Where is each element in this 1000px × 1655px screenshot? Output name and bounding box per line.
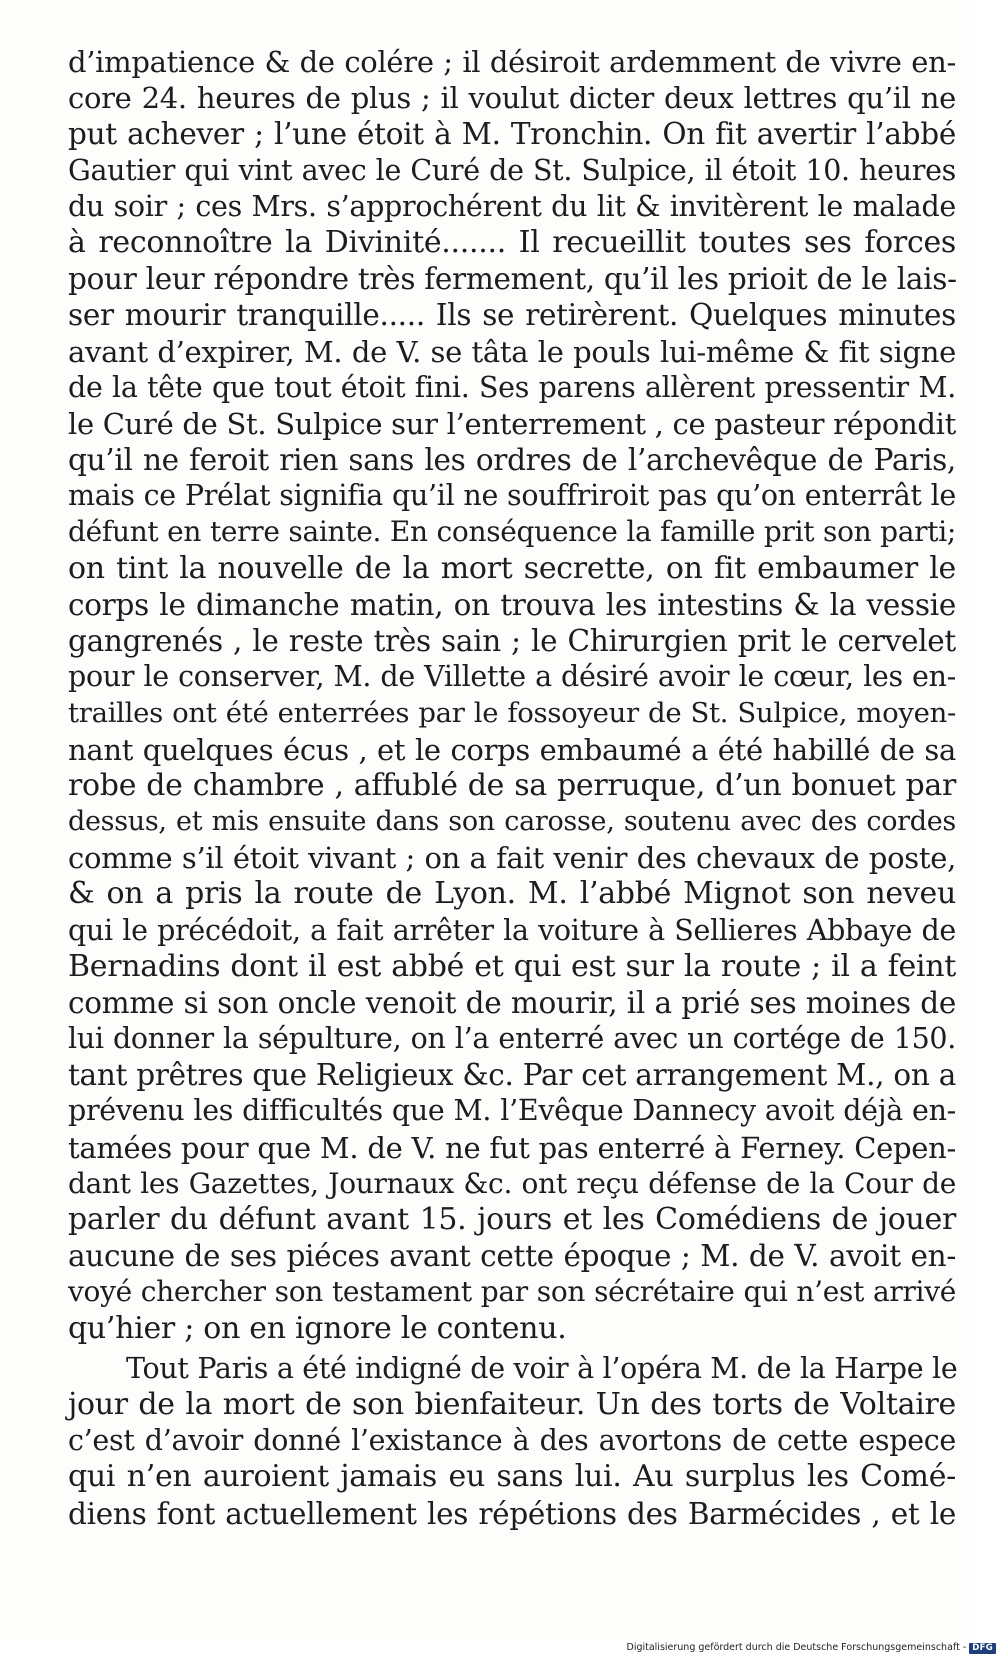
text-line: le Curé de St. Sulpice sur l’enterrement , ce pasteur répondit xyxy=(68,406,956,441)
dfg-logo: DFG xyxy=(969,1643,996,1654)
text-line: gangrenés , le reste très sain ; le Chirurgien prit le cervelet xyxy=(68,624,956,658)
text-line: Gautier qui vint avec le Curé de St. Sulpice, il étoit 10. heures xyxy=(68,153,956,187)
credit-text: Digitalisierung gefördert durch die Deutsche Forschungsgemeinschaft - xyxy=(626,1642,967,1653)
text-line: corps le dimanche matin, on trouva les intestins & la vessie xyxy=(68,587,956,622)
text-line: avant d’expirer, M. de V. se tâta le pouls lui-même & fit signe xyxy=(68,334,956,369)
text-line: diens font actuellement les répétions des Barmécides , et le xyxy=(68,1496,956,1531)
text-line: qui n’en auroient jamais eu sans lui. Au surplus les Comé- xyxy=(68,1459,956,1495)
text-line: à reconnoître la Divinité....... Il recueillit toutes ses forces xyxy=(68,224,956,260)
text-line: aucune de ses piéces avant cette époque ; M. de V. avoit en- xyxy=(68,1239,956,1274)
text-line: dessus, et mis ensuite dans son carosse, soutenu avec des cordes xyxy=(68,805,956,837)
text-line: tant prêtres que Religieux &c. Par cet arrangement M., on a xyxy=(68,1058,956,1093)
text-line: lui donner la sépulture, on l’a enterré avec un cortége de 150. xyxy=(68,1022,956,1056)
text-line: c’est d’avoir donné l’existance à des avortons de cette espece xyxy=(68,1424,956,1458)
text-line: comme s’il étoit vivant ; on a fait venir des chevaux de poste, xyxy=(68,841,956,876)
text-line: core 24. heures de plus ; il voulut dicter deux lettres qu’il ne xyxy=(68,81,956,116)
text-line: on tint la nouvelle de la mort secrette, on fit embaumer le xyxy=(68,550,956,586)
text-line: voyé chercher son testament par son sécrétaire qui n’est arrivé xyxy=(68,1275,956,1309)
text-line: & on a pris la route de Lyon. M. l’abbé Mignot son neveu xyxy=(68,876,956,912)
text-line: d’impatience & de colére ; il désiroit ardemment de vivre en- xyxy=(68,45,956,79)
text-line: put achever ; l’une étoit à M. Tronchin. On fit avertir l’abbé xyxy=(68,117,956,152)
text-line: ser mourir tranquille..... Ils se retirèrent. Quelques minutes xyxy=(68,298,956,333)
text-line: de la tête que tout étoit fini. Ses parens allèrent pressentir M. xyxy=(68,370,956,404)
text-line: pour leur répondre très fermement, qu’il les prioit de le lais- xyxy=(68,262,957,297)
text-line: qu’il ne feroit rien sans les ordres de l’archevêque de Paris, xyxy=(68,443,956,478)
body-text xyxy=(68,44,956,1532)
text-line: jour de la mort de son bienfaiteur. Un des torts de Voltaire xyxy=(68,1386,956,1422)
text-line: mais ce Prélat signifia qu’il ne souffriroit pas qu’on enterrât le xyxy=(68,479,956,513)
text-line: qui le précédoit, a fait arrêter la voiture à Sellieres Abbaye de xyxy=(68,913,956,947)
text-line: robe de chambre , affublé de sa perruque, d’un bonuet par xyxy=(68,767,956,803)
text-line: du soir ; ces Mrs. s’approchérent du lit & invitèrent le malade xyxy=(68,189,956,223)
text-line: Bernadins dont il est abbé et qui est sur la route ; il a feint xyxy=(68,948,956,984)
text-line: comme si son oncle venoit de mourir, il a prié ses moines de xyxy=(68,985,956,1020)
paragraph-start-line: Tout Paris a été indigné de voir à l’opéra M. de la Harpe le xyxy=(126,1351,958,1385)
text-line: pour le conserver, M. de Villette a désiré avoir le cœur, les en- xyxy=(68,660,956,694)
digitization-credit xyxy=(600,1641,1000,1655)
text-line: défunt en terre sainte. En conséquence la famille prit son parti; xyxy=(68,515,956,549)
paragraph-end-line: qu’hier ; on en ignore le contenu. xyxy=(68,1310,567,1346)
text-line: nant quelques écus , et le corps embaumé a été habillé de sa xyxy=(68,732,956,767)
text-line: dant les Gazettes, Journaux &c. ont reçu défense de la Cour de xyxy=(68,1166,956,1200)
text-line: tamées pour que M. de V. ne fut pas enterré à Ferney. Cepen- xyxy=(68,1130,956,1165)
text-line: prévenu les difficultés que M. l’Evêque Dannecy avoit déjà en- xyxy=(68,1094,956,1128)
text-line: trailles ont été enterrées par le fossoyeur de St. Sulpice, moyen- xyxy=(68,697,956,730)
text-line: parler du défunt avant 15. jours et les Comédiens de jouer xyxy=(68,1202,956,1237)
